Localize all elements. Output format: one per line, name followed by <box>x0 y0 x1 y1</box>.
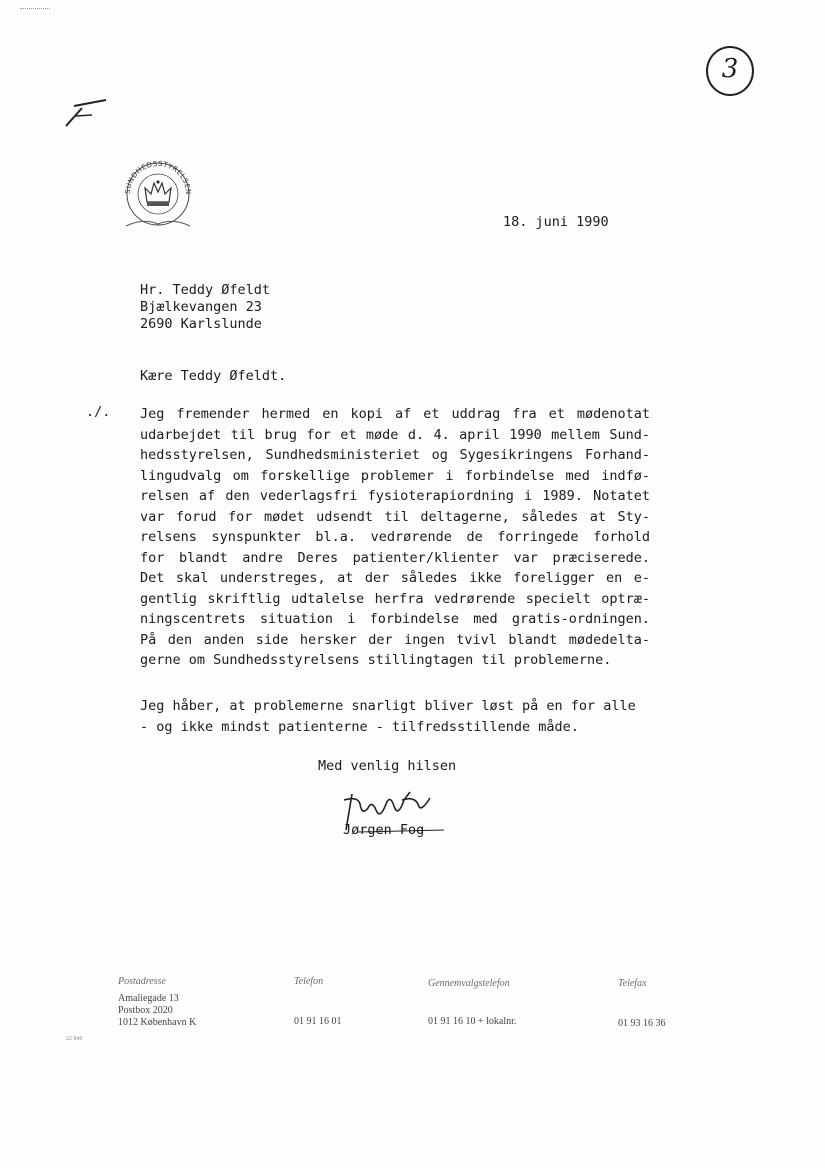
seal-text: SUNDHEDSSTYRELSEN <box>123 159 193 195</box>
page-number-badge <box>706 46 754 96</box>
footer-phone <box>294 976 342 1027</box>
paragraph-line: På den anden side hersker der ingen tvivl blandt mødedelta- <box>140 631 650 648</box>
paragraph-line: Jeg fremender hermed en kopi af et uddrag fra et mødenotat <box>140 406 650 422</box>
handwritten-mark <box>62 96 122 130</box>
footer-phone-label: Telefon <box>294 976 324 987</box>
closing: Med venlig hilsen <box>318 758 457 774</box>
paragraph-line: hedsstyrelsen, Sundhedsministeriet og Sygesikringens Forhand- <box>140 447 650 463</box>
paragraph-line: relsens synspunkter bl.a. vedrørende de forringede forhold <box>140 529 650 545</box>
footer-address <box>118 976 196 1029</box>
footer-phone-number: 01 91 16 01 <box>294 1016 342 1027</box>
svg-text:SUNDHEDSSTYRELSEN <box>124 160 192 195</box>
footer-address-line: Amaliegade 13 <box>118 993 179 1004</box>
body-paragraph-1 <box>140 404 650 671</box>
paragraph-line: gentlig skriftlig udtalelse herfra vedrørende specielt optræ- <box>140 590 650 607</box>
crown-seal-icon <box>118 152 198 234</box>
paragraph-line: for blandt andre Deres patienter/klienter var præciserede. <box>140 549 650 566</box>
footer-address-label: Postadresse <box>118 976 166 987</box>
footer-address-line: 1012 København K <box>118 1017 197 1028</box>
paragraph-line: lingudvalg om forskellige problemer i forbindelse med indfø- <box>140 467 650 484</box>
recipient-address <box>140 282 270 333</box>
recipient-city: 2690 Karlslunde <box>140 316 262 332</box>
footer-direct-number: 01 91 16 10 + lokalnr. <box>428 1016 517 1027</box>
page-number: 3 <box>721 54 739 84</box>
letter-date: 18. juni 1990 <box>503 214 609 230</box>
signatory-name: Jørgen Fog <box>343 822 425 838</box>
paragraph-line: - og ikke mindst patienterne - tilfredsstillende måde. <box>140 719 579 735</box>
paragraph-line: udarbejdet til brug for et møde d. 4. april 1990 mellem Sund- <box>140 426 650 443</box>
footer-direct <box>428 978 516 1027</box>
paragraph-line: Det skal understreges, at der således ikke foreligger en e- <box>140 570 650 586</box>
paragraph-line: var forud for mødet udsendt til deltagerne, således at Sty- <box>140 508 650 525</box>
footer-fax-label: Telefax <box>618 978 647 989</box>
scan-mark <box>20 8 50 10</box>
recipient-name: Hr. Teddy Øfeldt <box>140 282 271 298</box>
paragraph-line: relsen af den vederlagsfri fysioterapiordning i 1989. Notatet <box>140 488 650 504</box>
footer-fax <box>618 978 666 1029</box>
salutation: Kære Teddy Øfeldt. <box>140 368 287 384</box>
paragraph-line: ningscentrets situation i forbindelse med gratis-ordningen. <box>140 611 650 627</box>
paragraph-line: gerne om Sundhedsstyrelsens stillingtagen til problemerne. <box>140 652 612 668</box>
recipient-street: Bjælkevangen 23 <box>140 299 262 315</box>
footer-address-line: Postbox 2020 <box>118 1005 173 1016</box>
footer-direct-label: Gennemvalgstelefon <box>428 978 510 989</box>
footer-fax-number: 01 93 16 36 <box>618 1018 666 1029</box>
paragraph-line: Jeg håber, at problemerne snarligt bliver løst på en for alle <box>140 698 636 714</box>
enclosure-mark: ./. <box>86 404 111 420</box>
form-code: 22 846 <box>66 1036 83 1042</box>
body-paragraph-2 <box>140 696 636 738</box>
seal-logo <box>118 152 198 238</box>
